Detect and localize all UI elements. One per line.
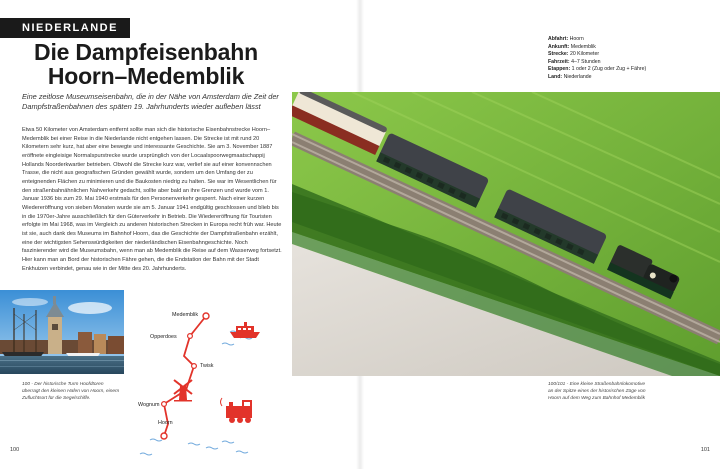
windmill-icon <box>174 380 192 402</box>
caption-left: 100 - Der historische Turm Hoofdtoren überragt den kleinen Hafen von Hoorn, einem Zufluchtsort für die Segelschiffe. <box>22 382 120 401</box>
water-waves <box>140 331 252 455</box>
map-label-twisk: Twisk <box>200 363 214 369</box>
fact-row: Etappen: 1 oder 2 (Zug oder Zug + Fähre) <box>548 66 647 73</box>
harbor-illustration <box>0 290 124 374</box>
map-label-hoorn: Hoorn <box>158 420 173 426</box>
ferry-icon <box>230 322 260 338</box>
fact-row: Fahrzeit: 4–7 Stunden <box>548 58 601 65</box>
station-dot-medemblik <box>203 313 209 319</box>
page-number-left: 100 <box>10 447 20 453</box>
station-dot-twisk <box>192 364 197 369</box>
fact-row: Abfahrt: Hoorn <box>548 36 584 42</box>
station-dot-wognum <box>162 402 167 407</box>
fact-row: Strecke: 20 Kilometer <box>548 51 600 58</box>
map-label-opperdoes: Opperdoes <box>150 334 177 340</box>
route-map-graphic <box>130 292 290 462</box>
section-tag: NIEDERLANDE <box>0 18 130 38</box>
train-icon <box>221 398 253 423</box>
map-label-medemblik: Medemblik <box>172 312 199 318</box>
page-number-right: 101 <box>700 447 710 453</box>
body-text: Etwa 50 Kilometer von Amsterdam entfernt sollte man sich die historische Eisenbahnstrecke Hoorn–Medemblik bei einer Reise in die Niederlande nicht entgehen lassen. Die Strecke ist mit rund 20 Kilometern sehr kurz, hat aber eine bewegte und interessante Geschichte. Sie am 3. November 1887 eröffnete eingleisige Normalspurstrecke wurde ursprünglich von der Locaalspoorwegmaatschappij Hollands Noorderkwartier betrieben. Obwohl die Strecke kurz war, verlief sie auf einer konvennschen Trasse, die nicht aus geografischen Gründen gewählt wurde, sondern um den Umfang der zu enteignenden Flächen zu minimieren und die Baukosten niedrig zu halten. Sie war im Wesentlichen für den straßenbahnähnlichen Nahverkehr gedacht, sollte aber bald an ihre Grenzen und wurde vom 1. Januar 1936 bis zum 29. Mai 1940 erstmals für den Personenverkehr gesperrt. Nach einer kurzen Wiedereröffnung von sieben Monaten wurde sie am 5. Januar 1941 endgültig geschlossen und blieb bis in die 1970er-Jahre ausschließlich für den Güterverkehr in Betrieb. Die Wiedereröffnung für Touristen erfolgte im Mai 1968, was im Vergleich zu anderen historischen Strecken in Europa recht früh war. Heute ist sie, auch dank des Museums im Bahnhof Hoorn, das die Geschichte der Dampfstraßenbahn erzählt, eine der wichtigsten Sehenswürdigkeiten der niederländischen Eisenbahngeschichte. Noch faszinierender wird die Museumsbahn, wenn man ab Medemblik die Reise auf dem Wasserweg fortsetzt. Hier kann man an Bord der historischen Fähre gehen, die die Endstation der Bahn mit der Stadt Enkhuizen verbindet, genau wie in der Mitte des 20. Jahrhunderts. <box>22 127 282 272</box>
station-dot-hoorn <box>161 433 167 439</box>
fact-row: Ankunft: Medemblik <box>548 43 596 50</box>
lead-paragraph: Eine zeitlose Museumseisenbahn, die in der Nähe von Amsterdam die Zeit der Dampfstraßenbahnen des späten 19. Jahrhunderts wieder aufleben lässt <box>22 92 279 111</box>
fact-row: Land: Niederlande <box>548 73 592 80</box>
harbor-photo <box>0 290 124 374</box>
station-dot-opperdoes <box>188 334 193 339</box>
route-map <box>130 292 290 462</box>
title-line-2: Hoorn–Medemblik <box>47 63 245 90</box>
title-line-1: Die Dampfeisenbahn <box>34 39 258 65</box>
caption-right: 100/101 - Eine kleine Straßenbahnlokomotive an der Spitze eines der historischen Züge von Hoorn auf dem Weg zum Bahnhof Medemblik <box>548 382 646 401</box>
train-photo <box>292 92 720 376</box>
train-illustration <box>292 92 720 376</box>
map-label-wognum: Wognum <box>138 402 160 408</box>
page-title <box>0 40 292 88</box>
facts-box <box>548 36 708 81</box>
